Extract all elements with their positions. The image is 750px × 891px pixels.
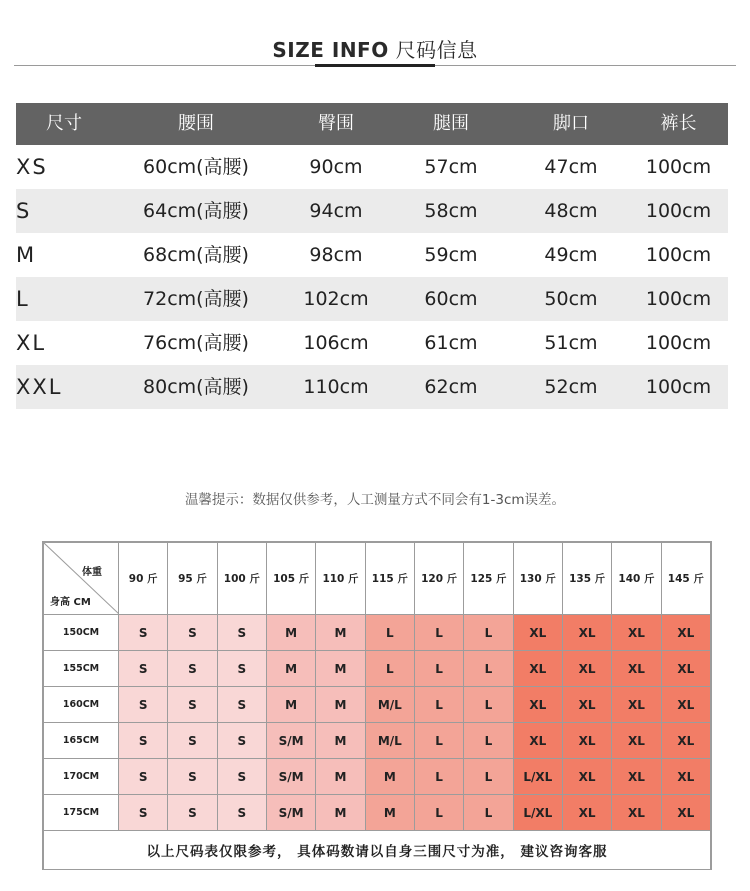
- size-value: 47cm: [544, 156, 598, 178]
- size-recommendation-cell: L: [464, 615, 513, 651]
- size-table-row: [16, 233, 728, 277]
- weight-header-cell: 135 斤: [562, 543, 611, 615]
- size-recommendation-cell: S: [119, 615, 168, 651]
- weight-header-cell: 110 斤: [316, 543, 365, 615]
- grid-row: [44, 687, 711, 723]
- size-table-row: [16, 189, 728, 233]
- grid-row: [44, 651, 711, 687]
- size-recommendation-cell: M/L: [365, 723, 414, 759]
- grid-footer-note: 以上尺码表仅限参考， 具体码数请以自身三围尺寸为准， 建议咨询客服: [44, 831, 711, 870]
- size-recommendation-cell: M: [316, 795, 365, 831]
- size-value: 80cm(高腰): [143, 376, 249, 398]
- size-recommendation-cell: S: [168, 687, 217, 723]
- header-hem: 脚口: [553, 113, 589, 134]
- size-recommendation-cell: S: [119, 723, 168, 759]
- size-value: 68cm(高腰): [143, 244, 249, 266]
- header-waist: 腰围: [178, 113, 214, 134]
- height-label-cell: 170CM: [44, 759, 119, 795]
- size-value: 100cm: [645, 200, 712, 222]
- height-label-cell: 160CM: [44, 687, 119, 723]
- size-table-row: [16, 365, 728, 409]
- size-recommendation-cell: L: [365, 615, 414, 651]
- size-recommendation-cell: XL: [661, 687, 710, 723]
- size-recommendation-cell: S: [168, 615, 217, 651]
- page-title: [0, 34, 750, 63]
- size-recommendation-cell: L: [464, 723, 513, 759]
- grid-row: [44, 723, 711, 759]
- size-value: 50cm: [544, 288, 598, 310]
- size-value: 100cm: [645, 376, 712, 398]
- size-value: 62cm: [424, 376, 478, 398]
- height-label-cell: 155CM: [44, 651, 119, 687]
- size-recommendation-cell: S: [119, 759, 168, 795]
- header-hip: 臀围: [318, 113, 354, 134]
- size-recommendation-cell: M: [266, 615, 315, 651]
- size-recommendation-cell: XL: [562, 615, 611, 651]
- size-recommendation-cell: XL: [612, 651, 661, 687]
- size-recommendation-cell: L: [464, 651, 513, 687]
- size-value: 102cm: [303, 288, 369, 310]
- corner-height-label: 身高 CM: [50, 597, 91, 608]
- size-recommendation-grid: [42, 541, 712, 870]
- weight-header-cell: 95 斤: [168, 543, 217, 615]
- size-recommendation-cell: S/M: [266, 723, 315, 759]
- size-value: 60cm: [424, 288, 478, 310]
- size-recommendation-cell: S: [217, 687, 266, 723]
- size-recommendation-cell: XL: [562, 651, 611, 687]
- title-chinese: 尺码信息: [395, 38, 478, 62]
- header-thigh: 腿围: [433, 113, 469, 134]
- height-label-cell: 165CM: [44, 723, 119, 759]
- size-value: 57cm: [424, 156, 478, 178]
- grid-row: [44, 795, 711, 831]
- size-recommendation-cell: XL: [612, 723, 661, 759]
- title-underline-accent: [315, 64, 435, 67]
- size-recommendation-cell: XL: [661, 651, 710, 687]
- measurement-tip: 温馨提示：数据仅供参考，人工测量方式不同会有1-3cm误差。: [184, 492, 566, 508]
- size-recommendation-cell: L: [464, 759, 513, 795]
- size-recommendation-cell: M: [316, 759, 365, 795]
- size-recommendation-cell: L: [414, 687, 463, 723]
- corner-weight-label: 体重: [82, 567, 102, 578]
- size-table-row: [16, 277, 728, 321]
- size-recommendation-cell: S: [168, 795, 217, 831]
- size-recommendation-cell: M: [316, 651, 365, 687]
- size-table-row: [16, 145, 728, 189]
- size-value: 64cm(高腰): [143, 200, 249, 222]
- weight-header-cell: 120 斤: [414, 543, 463, 615]
- size-value: 100cm: [645, 244, 712, 266]
- size-recommendation-cell: M: [365, 795, 414, 831]
- size-recommendation-cell: XL: [513, 687, 562, 723]
- size-recommendation-cell: XL: [612, 795, 661, 831]
- title-english: SIZE INFO: [272, 38, 389, 62]
- size-recommendation-cell: M: [365, 759, 414, 795]
- size-label: XS: [16, 155, 48, 179]
- size-recommendation-cell: XL: [562, 687, 611, 723]
- size-recommendation-cell: S: [217, 759, 266, 795]
- size-recommendation-cell: M: [316, 723, 365, 759]
- size-recommendation-cell: S: [119, 795, 168, 831]
- size-recommendation-cell: L/XL: [513, 795, 562, 831]
- height-label-cell: 150CM: [44, 615, 119, 651]
- size-value: 106cm: [303, 332, 369, 354]
- size-recommendation-cell: L: [365, 651, 414, 687]
- size-recommendation-cell: S: [217, 795, 266, 831]
- size-recommendation-cell: XL: [513, 615, 562, 651]
- size-value: 58cm: [424, 200, 478, 222]
- size-recommendation-cell: XL: [562, 723, 611, 759]
- size-recommendation-cell: XL: [661, 723, 710, 759]
- title-section: [0, 28, 750, 68]
- size-value: 60cm(高腰): [143, 156, 249, 178]
- weight-header-cell: 100 斤: [217, 543, 266, 615]
- weight-header-cell: 145 斤: [661, 543, 710, 615]
- size-recommendation-cell: S: [168, 723, 217, 759]
- size-recommendation-cell: L: [414, 795, 463, 831]
- size-table-row: [16, 321, 728, 365]
- size-recommendation-cell: XL: [661, 759, 710, 795]
- size-value: 98cm: [309, 244, 363, 266]
- size-value: 76cm(高腰): [143, 332, 249, 354]
- size-value: 51cm: [544, 332, 598, 354]
- size-recommendation-cell: M: [266, 687, 315, 723]
- size-table: [16, 103, 728, 409]
- size-recommendation-cell: XL: [612, 687, 661, 723]
- header-length: 裤长: [660, 113, 697, 134]
- size-recommendation-cell: L: [414, 759, 463, 795]
- size-recommendation-cell: L: [414, 615, 463, 651]
- height-label-cell: 175CM: [44, 795, 119, 831]
- size-recommendation-cell: S: [168, 651, 217, 687]
- size-recommendation-cell: S: [168, 759, 217, 795]
- size-recommendation-cell: M: [266, 651, 315, 687]
- size-value: 100cm: [645, 332, 712, 354]
- size-value: 72cm(高腰): [143, 288, 249, 310]
- size-label: S: [16, 199, 32, 223]
- size-label: L: [16, 287, 30, 311]
- size-value: 59cm: [424, 244, 478, 266]
- size-recommendation-cell: L/XL: [513, 759, 562, 795]
- weight-header-cell: 105 斤: [266, 543, 315, 615]
- size-recommendation-cell: S/M: [266, 759, 315, 795]
- size-value: 110cm: [303, 376, 369, 398]
- size-label: XL: [16, 331, 47, 355]
- header-size: 尺寸: [46, 113, 82, 134]
- size-value: 94cm: [309, 200, 363, 222]
- size-recommendation-cell: L: [414, 651, 463, 687]
- weight-header-cell: 130 斤: [513, 543, 562, 615]
- grid-corner: [44, 543, 119, 615]
- size-recommendation-cell: XL: [513, 723, 562, 759]
- size-recommendation-cell: S: [119, 651, 168, 687]
- size-value: 49cm: [544, 244, 598, 266]
- size-recommendation-cell: S: [217, 615, 266, 651]
- size-value: 48cm: [544, 200, 598, 222]
- size-recommendation-cell: XL: [612, 759, 661, 795]
- grid-row: [44, 759, 711, 795]
- size-value: 100cm: [645, 156, 712, 178]
- weight-header-cell: 115 斤: [365, 543, 414, 615]
- size-value: 90cm: [309, 156, 363, 178]
- size-recommendation-cell: S: [217, 651, 266, 687]
- size-recommendation-cell: M/L: [365, 687, 414, 723]
- size-value: 52cm: [544, 376, 598, 398]
- size-recommendation-cell: S: [119, 687, 168, 723]
- size-recommendation-cell: XL: [612, 615, 661, 651]
- size-value: 100cm: [645, 288, 712, 310]
- size-recommendation-cell: S: [217, 723, 266, 759]
- size-recommendation-cell: XL: [661, 795, 710, 831]
- size-table-header: [16, 103, 728, 145]
- size-recommendation-cell: L: [464, 687, 513, 723]
- size-label: M: [16, 243, 37, 267]
- size-label: XXL: [16, 375, 63, 399]
- size-value: 61cm: [424, 332, 478, 354]
- weight-header-cell: 140 斤: [612, 543, 661, 615]
- grid-header-row: [44, 543, 711, 615]
- weight-header-cell: 125 斤: [464, 543, 513, 615]
- size-recommendation-cell: XL: [562, 795, 611, 831]
- size-recommendation-cell: S/M: [266, 795, 315, 831]
- size-recommendation-cell: M: [316, 687, 365, 723]
- size-recommendation-cell: L: [414, 723, 463, 759]
- size-recommendation-cell: M: [316, 615, 365, 651]
- size-recommendation-cell: L: [464, 795, 513, 831]
- size-recommendation-cell: XL: [562, 759, 611, 795]
- grid-row: [44, 615, 711, 651]
- size-recommendation-cell: XL: [513, 651, 562, 687]
- weight-header-cell: 90 斤: [119, 543, 168, 615]
- size-recommendation-cell: XL: [661, 615, 710, 651]
